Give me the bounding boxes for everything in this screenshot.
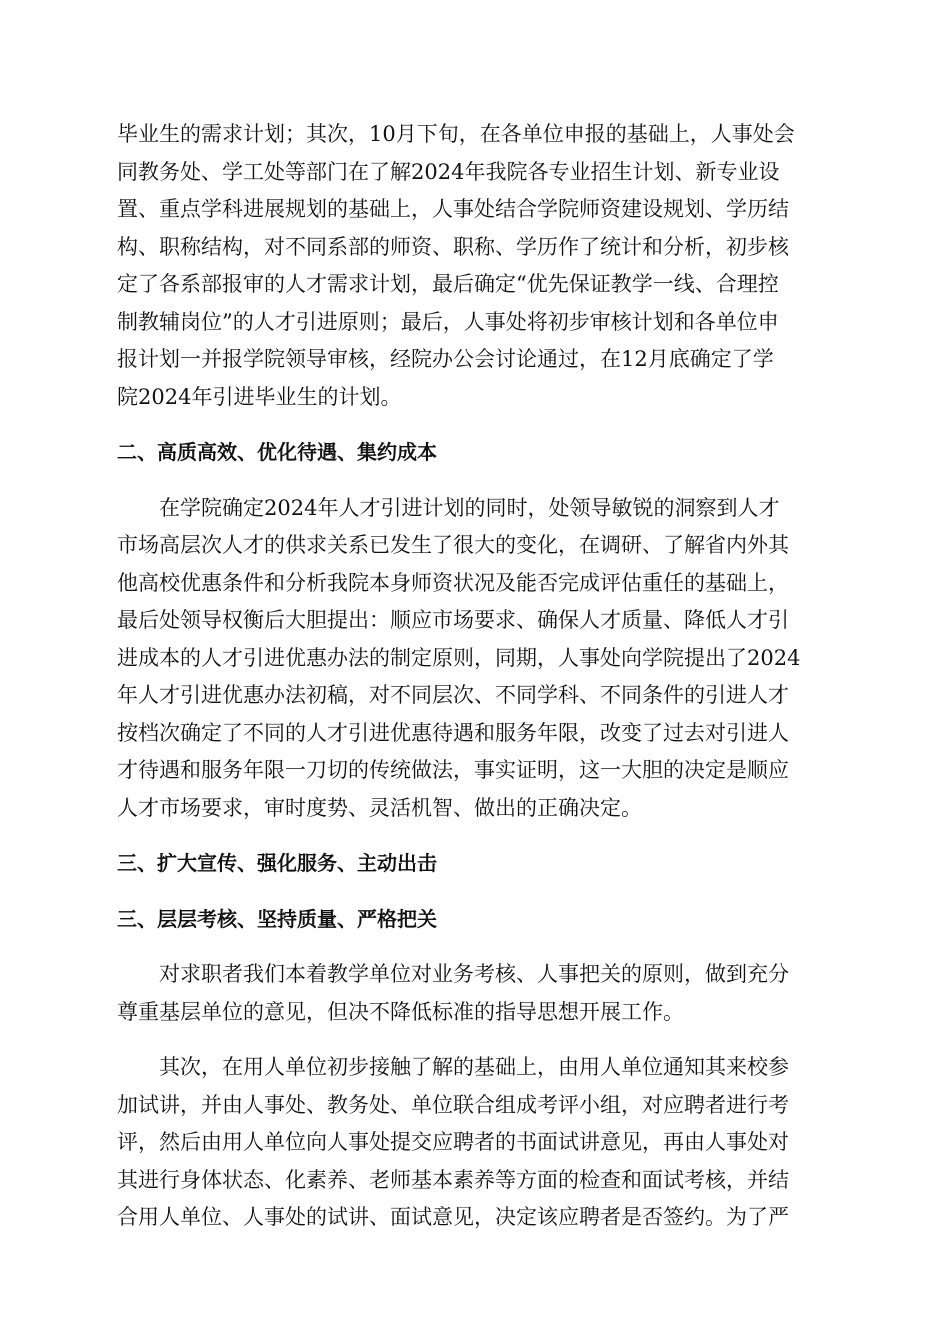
text-line: 置、重点学科进展规划的基础上，人事处结合学院师资建设规划、学历结 xyxy=(117,197,789,221)
paragraph-assessment-principle xyxy=(117,956,833,1031)
text-line: 其次，在用人单位初步接触了解的基础上，由用人单位通知其来校参 xyxy=(159,1055,789,1079)
text-line: 人才市场要求，审时度势、灵活机智、做出的正确决定。 xyxy=(117,795,642,820)
text-line: 毕业生的需求计划；其次，10月下旬，在各单位申报的基础上，人事处会 xyxy=(117,122,795,146)
text-line: 进成本的人才引进优惠办法的制定原则，同期，人事处向学院提出了2024 xyxy=(117,645,801,670)
text-line: 制教辅岗位”的人才引进原则；最后，人事处将初步审核计划和各单位申 xyxy=(117,309,779,334)
text-line: 构、职称结构，对不同系部的师资、职称、学历作了统计和分析，初步核 xyxy=(117,234,789,259)
text-line: 才待遇和服务年限一刀切的传统做法，事实证明，这一大胆的决定是顺应 xyxy=(117,758,789,782)
text-line: 按档次确定了不同的人才引进优惠待遇和服务年限，改变了过去对引进人 xyxy=(117,720,789,745)
text-line: 评，然后由用人单位向人事处提交应聘者的书面试讲意见，再由人事处对 xyxy=(117,1130,789,1154)
paragraph-recruitment-plan xyxy=(117,116,833,416)
text-line: 他高校优惠条件和分析我院本身师资状况及能否完成评估重任的基础上， xyxy=(117,570,789,595)
section-heading: 三、扩大宣传、强化服务、主动出击 xyxy=(117,851,437,875)
text-line: 报计划一并报学院领导审核，经院办公会讨论通过，在12月底确定了学 xyxy=(117,347,774,371)
text-line: 最后处领导权衡后大胆提出：顺应市场要求、确保人才质量、降低人才引 xyxy=(117,608,789,632)
text-line: 市场高层次人才的供求关系已发生了很大的变化，在调研、了解省内外其 xyxy=(117,533,789,557)
paragraph-assessment-process xyxy=(117,1049,833,1237)
text-line: 在学院确定2024年人才引进计划的同时，处领导敏锐的洞察到人才 xyxy=(159,495,780,520)
text-line: 年人才引进优惠办法初稿，对不同层次、不同学科、不同条件的引进人才 xyxy=(117,683,789,707)
text-line: 院2024年引进毕业生的计划。 xyxy=(117,384,402,409)
text-line: 尊重基层单位的意见，但决不降低标准的指导思想开展工作。 xyxy=(117,999,684,1024)
section-heading: 二、高质高效、优化待遇、集约成本 xyxy=(117,440,437,464)
text-line: 对求职者我们本着教学单位对业务考核、人事把关的原则，做到充分 xyxy=(159,962,789,986)
text-line: 定了各系部报审的人才需求计划，最后确定“优先保证教学一线、合理控 xyxy=(117,272,779,296)
text-line: 加试讲，并由人事处、教务处、单位联合组成考评小组，对应聘者进行考 xyxy=(117,1092,789,1117)
section-heading: 三、层层考核、坚持质量、严格把关 xyxy=(117,906,437,931)
text-line: 同教务处、学工处等部门在了解2024年我院各专业招生计划、新专业设 xyxy=(117,159,780,184)
text-line: 其进行身体状态、化素养、老师基本素养等方面的检查和面试考核，并结 xyxy=(117,1167,789,1192)
paragraph-incentive-policy xyxy=(117,490,833,828)
text-line: 合用人单位、人事处的试讲、面试意见，决定该应聘者是否签约。为了严 xyxy=(117,1205,789,1229)
